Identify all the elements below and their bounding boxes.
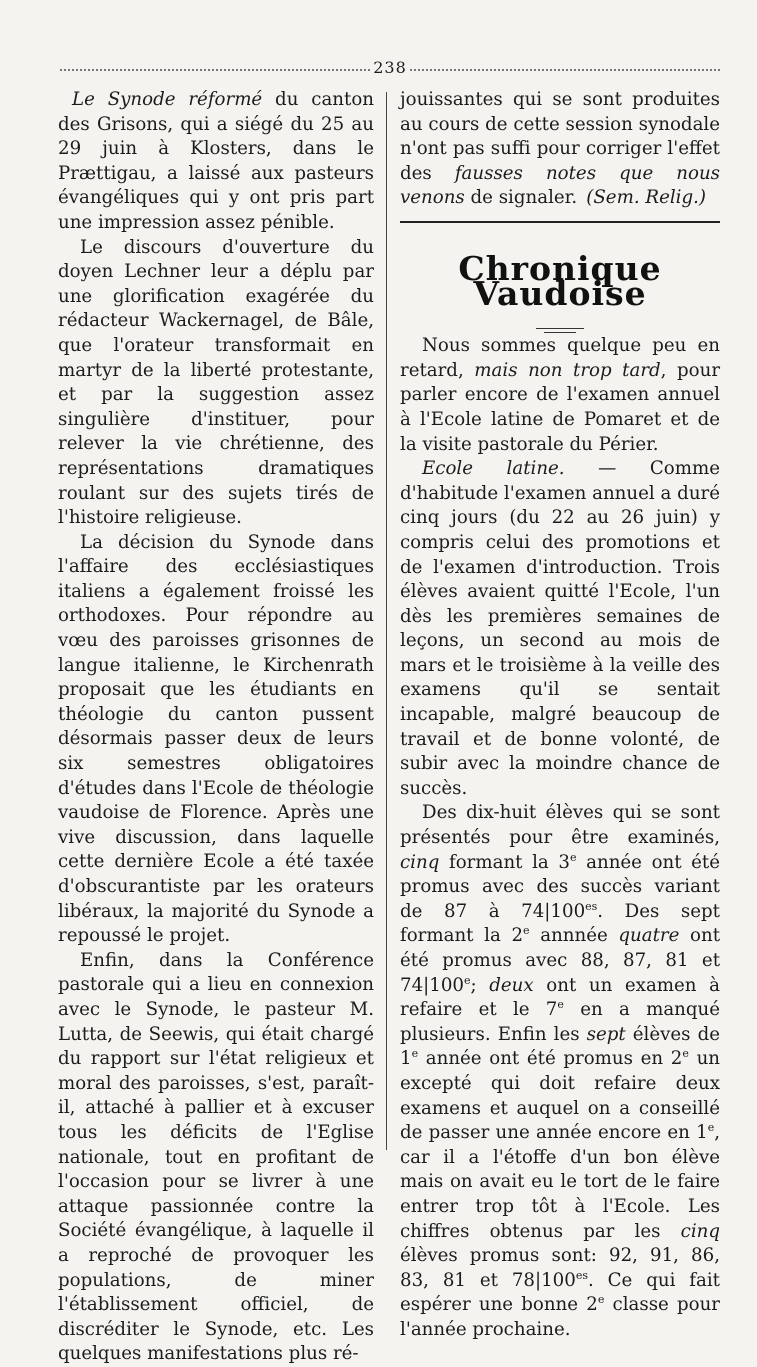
- superscript: e: [682, 1047, 689, 1061]
- t: . Des sept formant la 2: [400, 900, 720, 947]
- left-column: [58, 88, 374, 1367]
- t: année ont été promus avec des succès variant de 87 à 74|100: [400, 851, 721, 922]
- paragraph-decision: La décision du Synode dans l'affaire des ecclésiastiques italiens a également froissé les orthodoxes. Pour répondre au vœu des paroisses grisonnes de langue italienne, le Kirchenrath proposait que les étudiants en théologie du canton pussent désormais passer deux de leurs six semestres obligatoires d'études dans l'Ecole de théologie vaudoise de Florence. Après une vive discussion, dans laquelle cette dernière Ecole a été taxée d'obscurantiste par les orateurs libéraux, la majorité du Synode a repoussé le projet.: [58, 531, 374, 947]
- t: ont un examen à refaire et le 7: [400, 974, 720, 1021]
- synode-heading: Le Synode réformé: [72, 89, 263, 110]
- right-column: [400, 88, 720, 1343]
- page-header: [60, 58, 720, 78]
- paragraph-text: jouissantes qui se sont produites au cours de cette session synodale n'ont pas suffi pour corriger l'effet des: [400, 89, 720, 184]
- t: classe pour l'année prochaine.: [400, 1294, 721, 1340]
- superscript: e: [557, 998, 564, 1012]
- header-rule-right: [410, 69, 720, 71]
- t: un excepté qui doit refaire deux examens et auquel on a conseillé de passer une année encore en 1: [400, 1048, 720, 1144]
- t: ;: [470, 974, 490, 996]
- emphasis: deux: [489, 974, 534, 996]
- superscript: es: [585, 899, 598, 913]
- emphasis: quatre: [618, 925, 680, 947]
- superscript: e: [464, 973, 471, 987]
- superscript: e: [569, 850, 577, 864]
- title-ornament: [400, 312, 720, 322]
- paragraph-discours: Le discours d'ouverture du doyen Lechner leur a déplu par une glorification exagérée du rédacteur Wackernagel, de Bâle, que l'orateur transformait en martyr de la liberté protestante, et par la suggestion assez singulière d'instituer, pour relever la vie chrétienne, des représentations dramatiques roulant sur des sujets tirés de l'histoire religieuse.: [58, 236, 374, 529]
- column-divider: [386, 92, 387, 1150]
- paragraph-text: de signaler.: [464, 187, 578, 209]
- page-number: 238: [373, 58, 407, 77]
- t: élèves promus sont: 92, 91, 86, 83, 81 et 78|100: [400, 1245, 720, 1291]
- emphasis: cinq: [680, 1220, 720, 1242]
- t: en a manqué plusieurs. Enfin les: [400, 999, 721, 1045]
- section-title: Chronique Vaudoise: [458, 248, 662, 313]
- subheading: Ecole latine.: [422, 458, 565, 480]
- superscript: e: [707, 1121, 715, 1135]
- paragraph-conference: Enfin, dans la Conférence pastorale qui a lieu en connexion avec le Synode, le pasteur M. Lutta, de Seewis, qui était chargé du rapport sur l'état religieux et moral des paroisses, s'est, paraît-il, attaché à pallier et à excuser tous les déficits de l'Eglise nationale, tout en profitant de l'occasion pour se livrer à une attaque passionnée contre la Société évangélique, à laquelle il a reproché de provoquer les populations, de miner l'établissement officiel, de discréditer le Synode, etc. Les quelques manifestations plus ré-: [58, 949, 374, 1365]
- superscript: e: [597, 1293, 605, 1307]
- superscript: es: [575, 1268, 588, 1282]
- paragraph-text: — Comme d'habitude l'examen annuel a duré cinq jours (du 22 au 26 juin) y compris celui des promotions et de l'examen d'introduction. Trois élèves avaient quitté l'Ecole, l'un dès les premières semaines de leçons, un second au mois de mars et le troisième à la veille des examens qu'il se sentait incapable, malgré beaucoup de travail et de bonne volonté, de subir avec la moindre chance de succès.: [400, 458, 720, 799]
- paragraph-text: Nous sommes quelque peu en retard,: [400, 335, 720, 381]
- emphasis: mais non trop tard: [474, 359, 661, 381]
- paragraph-ecole-latine: [400, 457, 720, 801]
- t: année ont été promus en 2: [418, 1048, 683, 1070]
- emphasis: fausses notes que nous venons: [400, 162, 721, 209]
- paragraph-results: [400, 801, 720, 1342]
- t: élèves de 1: [400, 1023, 721, 1070]
- source-citation: (Sem. Relig.): [586, 187, 706, 209]
- paragraph-intro: [400, 334, 720, 457]
- paragraph-synode: [58, 88, 374, 236]
- section-rule: [400, 221, 720, 223]
- t: ont été promus avec 88, 87, 81 et 74|100: [400, 925, 721, 996]
- t: Des dix-huit élèves qui se sont présentés pour être examinés,: [400, 802, 720, 849]
- paragraph-text: , pour parler encore de l'examen annuel à l'Ecole latine de Pomaret et de la visite pastorale du Périer.: [400, 359, 721, 455]
- t: , car il a l'étoffe d'un bon élève mais on avait eu le tort de le faire entrer trop tôt à l'Ecole. Les chiffres obtenus par les: [400, 1122, 720, 1242]
- paragraph-text: du canton des Grisons, qui a siégé du 25 au 29 juin à Klosters, dans le Prættigau, a laissé aux pasteurs évangéliques qui y ont pris part une impression assez pénible.: [58, 89, 374, 233]
- t: annnée: [529, 925, 619, 947]
- emphasis: cinq: [400, 851, 440, 873]
- t: formant la 3: [439, 851, 570, 873]
- t: . Ce qui fait espérer une bonne 2: [400, 1269, 720, 1316]
- emphasis: sept: [586, 1023, 626, 1045]
- superscript: e: [411, 1047, 419, 1061]
- superscript: e: [523, 924, 530, 938]
